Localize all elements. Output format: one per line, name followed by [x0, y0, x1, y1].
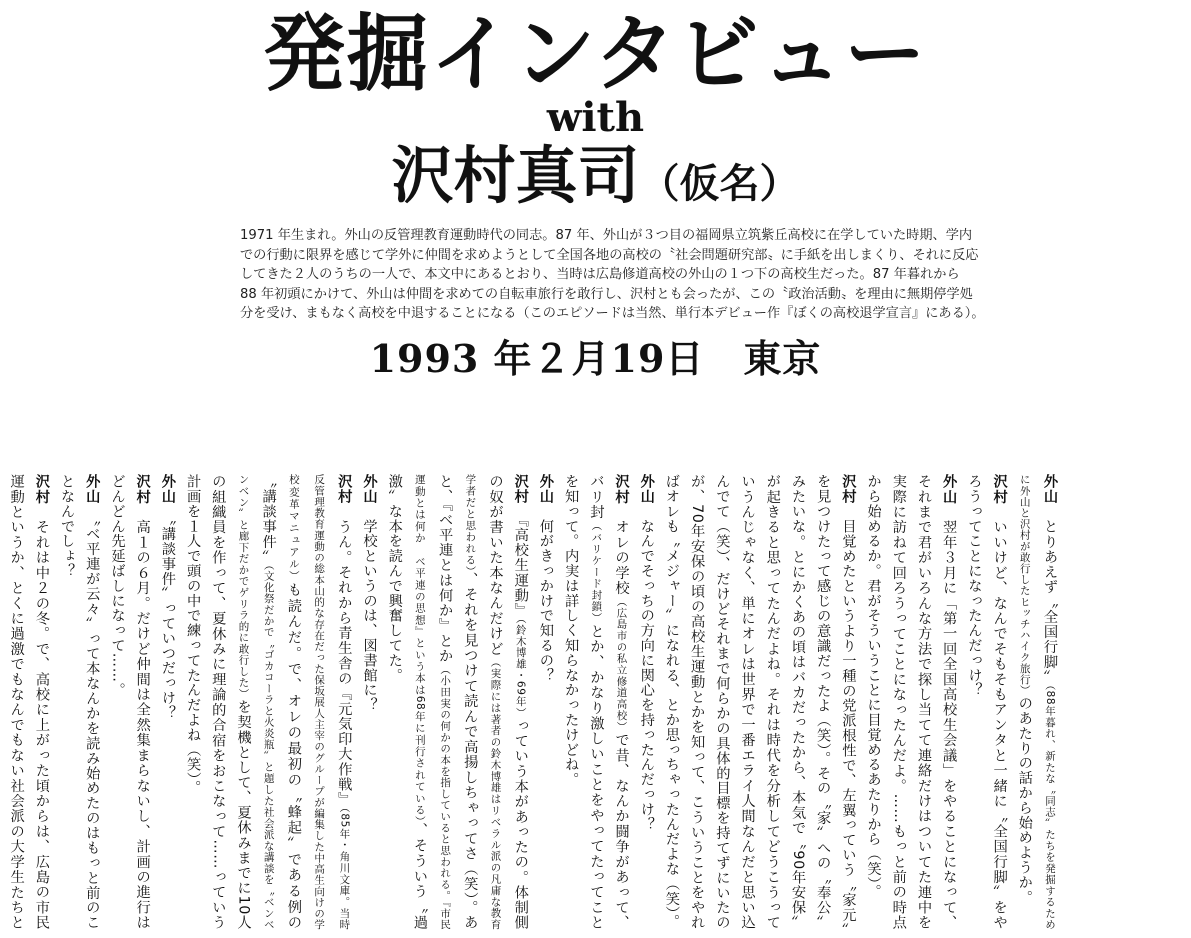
speaker-label: 沢村	[512, 474, 529, 505]
interview-date: 1993 年２月19日 東京	[369, 336, 822, 381]
dialogue-text: 何がきっかけで知るの？	[537, 518, 554, 683]
dialogue-text: うん。それから青生舎の『元気印大作戦』	[336, 519, 353, 808]
dialogue-text: とりあえず〝全国行脚〟	[1042, 519, 1058, 685]
profile-line: 1971 年生まれ。外山の反管理教育運動時代の同志。87 年、外山が３つ目の福岡県立筑紫丘高校に在学していた時期、学内	[240, 228, 973, 243]
annotation-note: （88年暮れ、新たな〝同志〟たちを発掘するために外山と沢村が敢行したヒッチハイク旅行）	[1018, 474, 1056, 930]
annotation-note: （85年・角川文庫。当時反管理教育運動の総本山的な存在だった保坂展人主宰のグループが編集した中高生向けの学校変革マニュアル）	[287, 474, 351, 931]
speaker-label: 外山	[941, 474, 958, 505]
speaker-label: 沢村	[840, 474, 857, 504]
annotation-note: （鈴木博雄・69年）	[514, 618, 527, 719]
dialogue-paragraph	[382, 474, 533, 930]
dialogue-text: 目覚めたというより一種の党派根性で、左翼っていう〝家元〟を見つけたって感じの意識だったよ（笑）。その〝家〟への〝奉公〟みたいな。とにかくあの頃はバカだったから、本気で〝90年安保〟が起きると思ってたんだよね。それは時代を分析してどうこうっていうんじゃなく、単にオレは世界で一番エライ人間なんだと思い込んでて（笑）、だけどそれまで何らかの具体的目標を持てずにいたのが、70年安保の頃の高校生運動とかを知って、こういうことをやればオレも〝メジャー〟になれる、とか思っちゃったんだよな（笑）。	[663, 474, 857, 930]
speaker-label: 沢村	[33, 474, 50, 505]
dialogue-paragraph	[0, 474, 54, 930]
dialogue-text: とか、かなり激しいことをやってたってことを知って。内実は詳しく知らなかったけどね。	[563, 474, 605, 931]
annotation-note: （小田実の何かの本を指していると思われる。『市民運動とは何か ベ平連の思想』という本は68年に刊行されている）	[413, 474, 452, 930]
dialogue-text: なんでそっちの方向に関心を持ったんだっけ？	[638, 518, 655, 832]
speaker-label: 沢村	[134, 474, 151, 505]
interviewee-name	[0, 140, 1191, 220]
dialogue-text: オレの学校	[613, 519, 630, 596]
with-label: with	[546, 94, 645, 141]
speaker-label: 外山	[537, 474, 554, 504]
dialogue-paragraph	[659, 474, 861, 930]
dialogue-paragraph	[54, 474, 104, 930]
speaker-label: 沢村	[991, 474, 1008, 505]
dialogue-text: を契機として、夏休みまでに10人の組織員を作って、夏休みに理論的合宿をおこなって……っていう計画を１人で頭の中で練ってたんだよね（笑）。	[185, 474, 252, 930]
dialogue-paragraph	[155, 474, 180, 930]
dialogue-text: 翌年３月に「第一回全国高校生会議」をやることになって、それまで君がいろんな方法で探し当てて連絡だけはついてた連中を実際に訪ねて回ろうってことになったんだよ。……もっと前の時点から始めるか。君がそういうことに目覚めるあたりから（笑）。	[865, 474, 958, 930]
speaker-label: 外山	[1042, 474, 1058, 505]
dialogue-paragraph	[356, 474, 381, 930]
dialogue-text: 〝ベ平連が云々〟って本なんかを読み始めたのはもっと前のことなんでしょ？	[59, 474, 101, 930]
speaker-label: 沢村	[613, 474, 630, 505]
dialogue-text: で昔、なんか闘争があって、バリ封	[588, 474, 630, 930]
dialogue-paragraph	[533, 474, 558, 930]
interviewee-name-suffix: （仮名）	[639, 160, 800, 207]
speaker-label: 外山	[638, 474, 655, 504]
dialogue-text: のあたりの話から始めようか。	[1016, 696, 1033, 905]
dialogue-text: 、そういう〝過激〟な本を読んで興奮してた。	[386, 474, 428, 930]
annotation-note: （広島市の私立修道高校）	[615, 595, 628, 733]
dialogue-text: も読んだ。で、オレの最初の〝蜂起〟である例の〝講談事件〟	[260, 474, 302, 930]
dialogue-paragraph	[558, 474, 634, 930]
annotation-note: （バリケード封鎖）	[590, 520, 603, 624]
speaker-label: 外山	[159, 474, 176, 504]
speaker-label: 沢村	[336, 474, 353, 505]
dialogue-text: それは中２の冬。で、高校に上がった頃からは、広島の市民運動というか、とくに過激でもなんでもない社会派の大学生たちと	[8, 474, 50, 930]
page-title: 発掘インタビュー	[263, 4, 928, 103]
dialogue-text: っていう本があったの。体制側の奴が書いた本なんだけど	[487, 474, 529, 930]
dialogue-paragraph	[634, 474, 659, 930]
dialogue-paragraph	[104, 474, 154, 930]
profile-line: 88 年初頭にかけて、外山は仲間を求めての自転車旅行を敢行し、沢村とも会ったが、この〝政治活動〟を理由に無期停学処	[240, 286, 973, 302]
annotation-note: （実際には著者の鈴木博雄はリベラル派の凡庸な教育学者だと思われる）	[464, 474, 502, 930]
profile-paragraph	[240, 226, 985, 324]
profile-line: での行動に限界を感じて学外に仲間を求めようとして全国各地の高校の〝社会問題研究部〟に手紙を出しまくり、それに反応	[240, 247, 979, 263]
dialogue-text: 学校というのは、図書館に？	[361, 518, 378, 713]
dialogue-text: いいけど、なんでそもそもアンタと一緒に〝全国行脚〟をやろうってことになったんだっけ？	[966, 474, 1008, 930]
interviewee-name-text: 沢村真司	[391, 139, 640, 212]
speaker-label: 外山	[84, 474, 101, 504]
dialogue-paragraph	[180, 474, 356, 930]
dialogue-paragraph	[961, 474, 1011, 930]
dialogue-text: 『高校生運動』	[512, 519, 529, 619]
dialogue-text: 〝講談事件〟っていつだっけ？	[159, 518, 176, 721]
speaker-label: 外山	[361, 474, 378, 504]
dialogue-paragraph	[860, 474, 961, 930]
profile-line: 分を受け、まもなく高校を中退することになる（このエピソードは当然、単行本デビュー作『ぼくの高校退学宣言』にある）。	[240, 306, 985, 322]
dialogue-text: 高１の６月。だけど仲間は全然集まらないし、計画の進行はどんどん先延ばしになって……。	[109, 474, 151, 930]
dialogue-paragraph	[1012, 474, 1062, 930]
interview-body	[8, 474, 1062, 931]
dialogue-text: 、それを見つけて読んで高揚しちゃってさ（笑）。あと、『ベ平連とは何か』とか	[437, 474, 479, 930]
annotation-note: （文化祭だかで〝ゴカコーラと火炎瓶〟と題した社会派な講談を〝ベンベンベン〟と廊下だかでゲリラ的に敢行した）	[237, 474, 275, 930]
profile-line: してきた２人のうちの一人で、本文中にあるとおり、当時は広島修道高校の外山の１つ下の高校生だった。87 年暮れから	[240, 267, 960, 283]
